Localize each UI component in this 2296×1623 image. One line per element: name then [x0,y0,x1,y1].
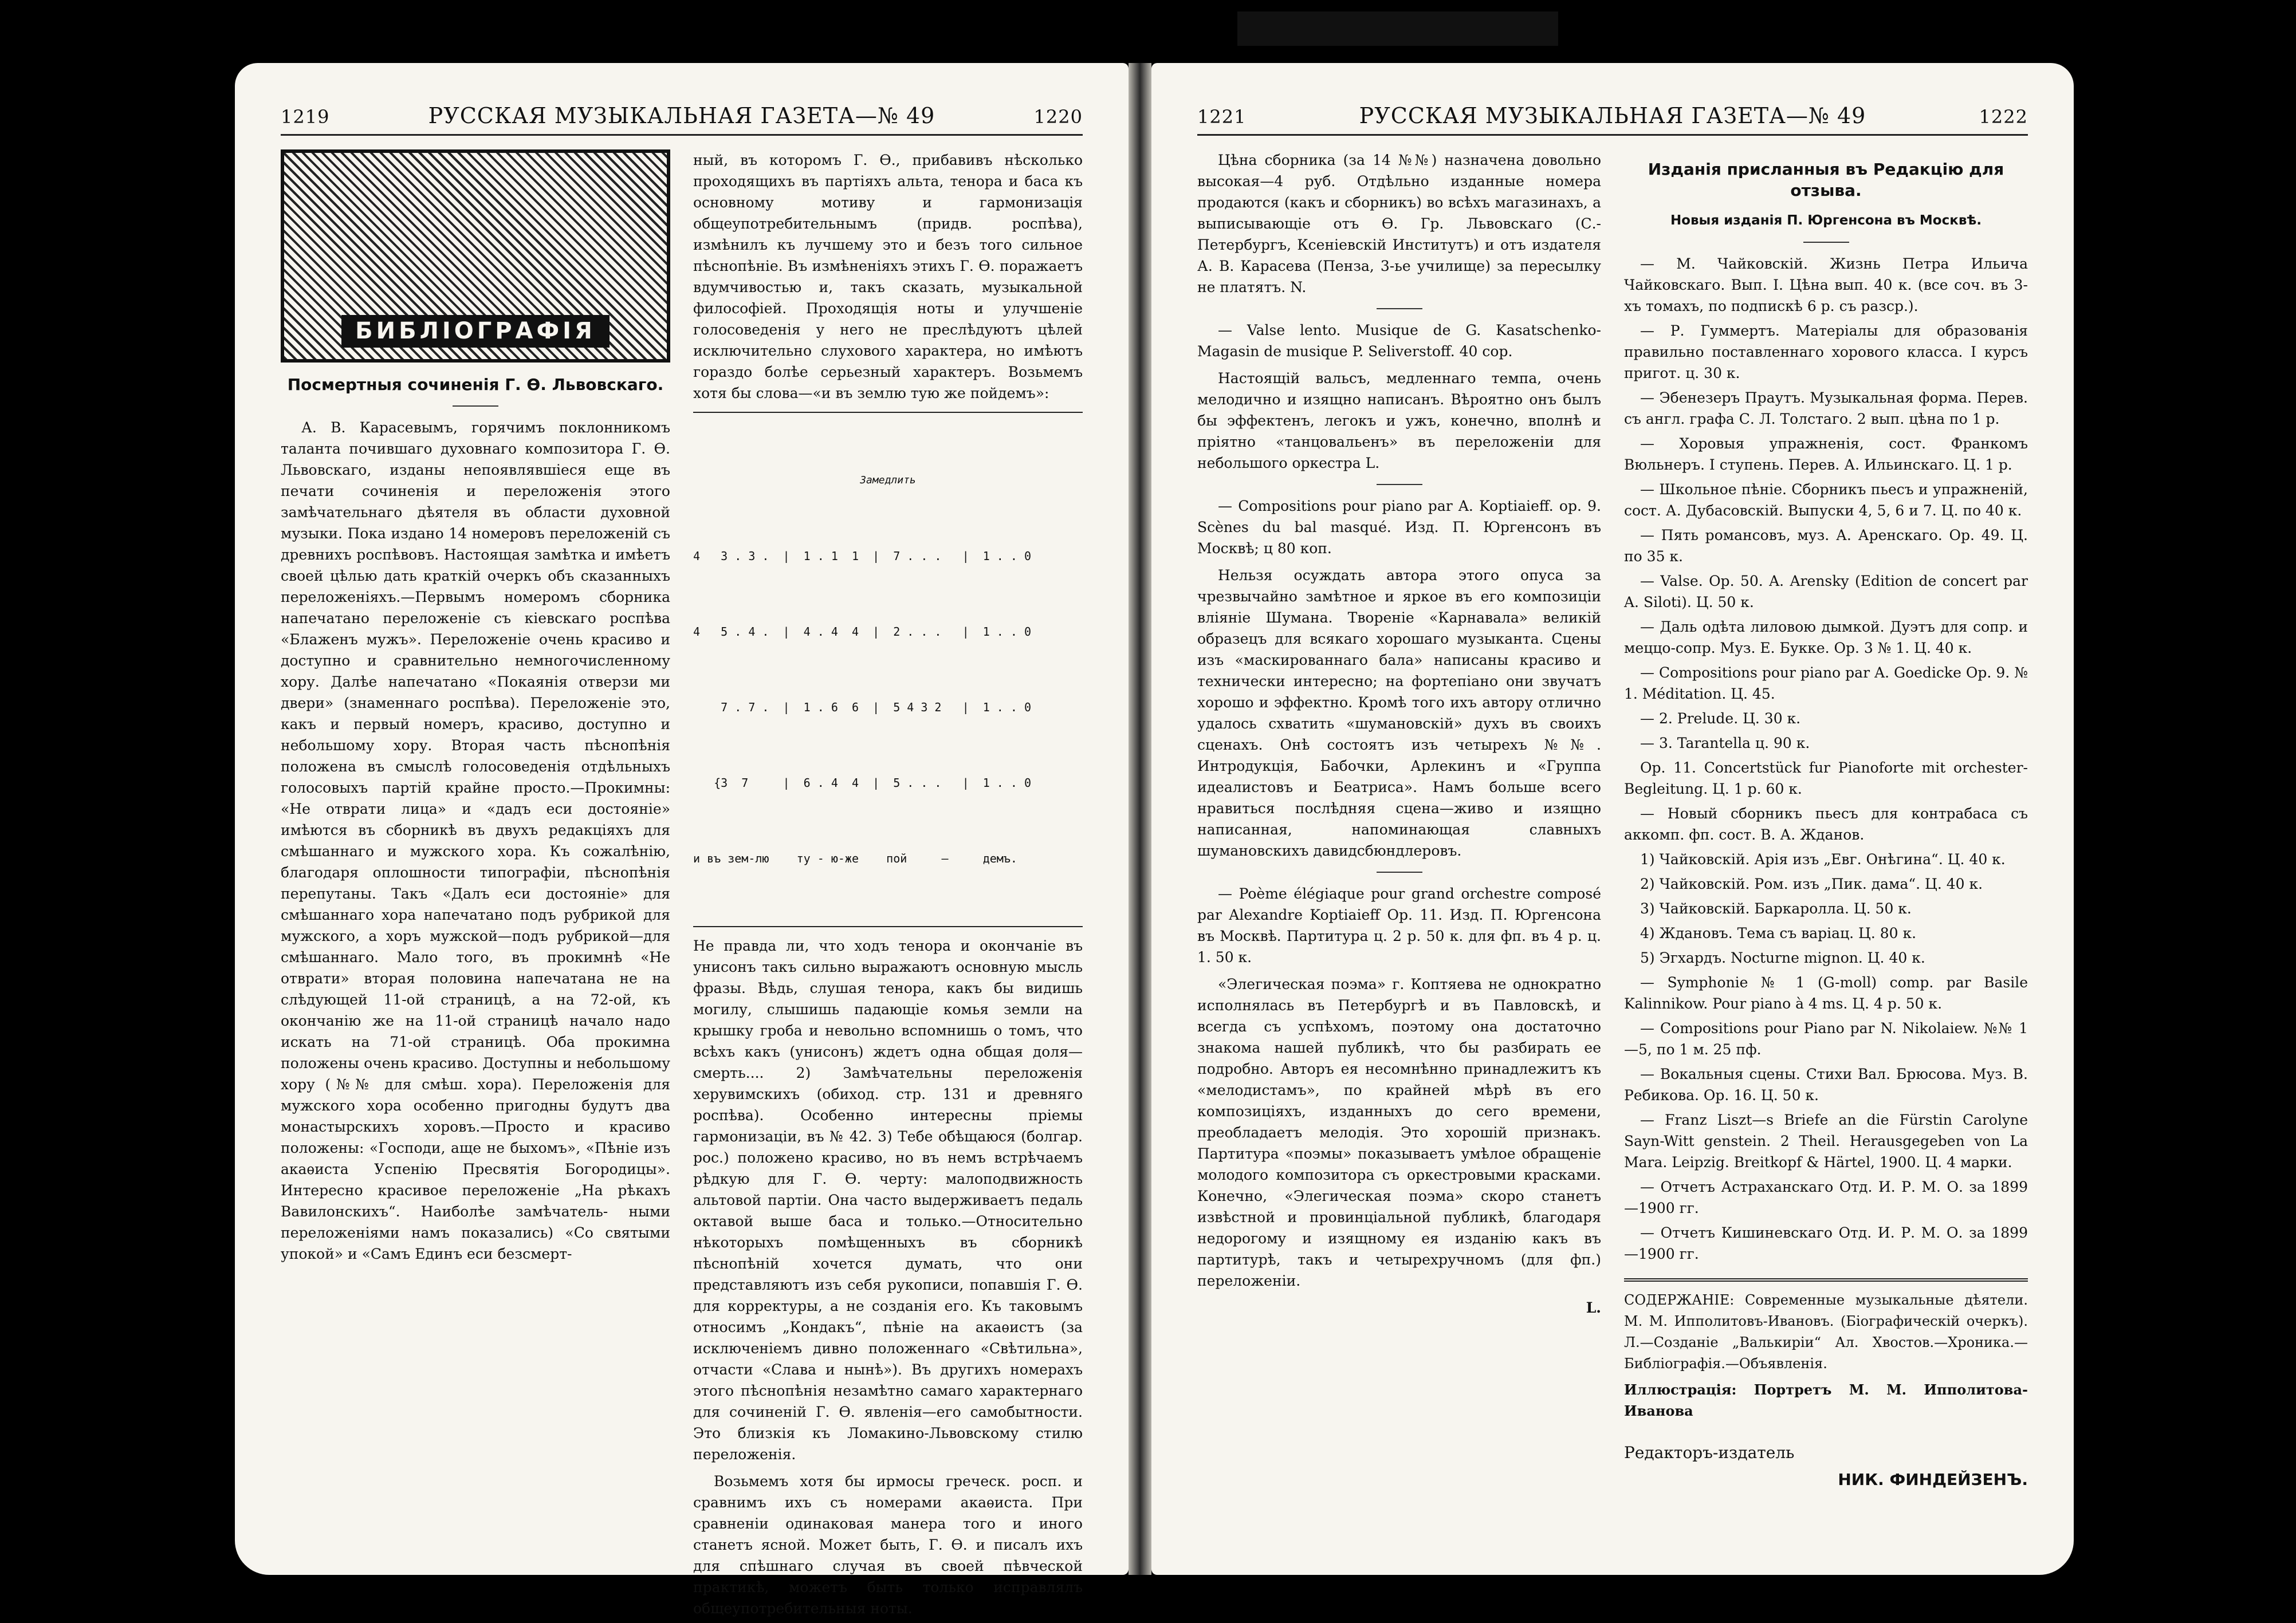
paragraph: Не правда ли, что ходъ тенора и окончаніе въ унисонъ такъ сильно выражаютъ основную мысль фразы. Вѣдь, слушая тенора, какъ бы видишь могилу, слышишь падающіе комья земли на крышку гроба и невольно вспомнишь о томъ, что всѣхъ какъ (унисонъ) ждетъ одна общая доля—смерть.... 2) Замѣчательны переложенія херувимскихъ (обиход. стр. 131 и древняго роспѣва). Особенно интересны пріемы гармонизаціи, въ № 42. 3) Тебе обѣщаюся (болгар. рос.) положено красиво, но въ немъ встрѣчаемъ рѣдкую для Г. Ѳ. черту: малоподвижность альтовой партіи. Она часто выдерживаетъ педаль октавой выше баса и только.—Относительно нѣкоторыхъ помѣщенныхъ въ сборникѣ пѣснопѣній хочется думать, что они представляютъ изъ себя рукописи, попавшія Г. Ѳ. для корректуры, а не созданія его. Къ таковымъ относимъ „Кондакъ“, пѣніе на акаѳистъ (за исключеніемъ дивно положеннаго «Свѣтильна», отчасти «Слава и нынѣ»). Въ другихъ номерахъ этого пѣснопѣнія незамѣтно самаго характернаго для сочиненій Г. Ѳ. явленія—его самобытности. Это близкія къ Ломакино-Львовскому стилю переложенія. [693,937,1083,1463]
publication-entry: — 2. Prelude. Ц. 30 к. [1640,710,1801,727]
divider [1803,242,1849,243]
divider [1377,484,1422,485]
newspaper-title: РУССКАЯ МУЗЫКАЛЬНАЯ ГАЗЕТА—№ 49 [428,103,935,128]
book-gutter [1129,63,1151,1575]
publication-entry: — Symphonie № 1 (G-moll) comp. par Basile Kalinnikow. Pour piano à 4 ms. Ц. 4 р. 50 к. [1624,974,2028,1012]
publication-entry: — 3. Tarantella ц. 90 к. [1640,735,1810,751]
section-heading: Изданія присланныя въ Редакцію для отзыва. [1648,160,2004,200]
divider [453,405,498,407]
left-page [235,63,1129,1617]
publication-entry: — Пять романсовъ, муз. А. Аренскаго. Op. 49. Ц. по 35 к. [1624,527,2028,565]
running-head-right [1197,103,2028,136]
publication-entry: — Хоровыя упражненія, сост. Франкомъ Вюльнеръ. I ступень. Перев. А. Ильинскаго. Ц. 1 р. [1624,435,2028,473]
paragraph: ный, въ которомъ Г. Ѳ., прибавивъ нѣсколько проходящихъ въ партіяхъ альта, тенора и баса къ основному мотиву и гармонизація общеупотребительнымъ (придв. роспѣва), измѣнилъ къ лучшему это и безъ того сильное пѣснопѣніе. Въ измѣненіяхъ этихъ Г. Ѳ. поражаетъ вдумчивостью и, такъ сказать, музыкальной философіей. Проходящія ноты и улучшеніе голосоведенія у него не преслѣдуютъ цѣлей исключительно слухового характера, но имѣютъ гораздо болѣе серьезный характеръ. Возьмемъ хотя бы слова—«и въ землю тую же пойдемъ»: [693,152,1083,401]
column-2 [1624,149,2028,1535]
bibliography-vignette [281,149,670,363]
paragraph: — Poème élégiaque pour grand orchestre composé par Alexandre Koptiaieff Op. 11. Изд. П. Юргенсона въ Москвѣ. Партитура ц. 2 р. 50 к. для фп. въ 4 р. ц. 1. 50 к. [1197,885,1601,966]
scanner-edge-mark [1237,11,1558,46]
paragraph: А. В. Карасевымъ, горячимъ поклонникомъ таланта почившаго духовнаго композитора Г. Ѳ. Львовскаго, изданы непоявлявшіеся еще въ печати сочиненія и переложенія этого замѣчательнаго дѣятеля въ области духовной музыки. Пока издано 14 номеровъ переложеній съ древнихъ роспѣвовъ. Настоящая замѣтка и имѣетъ своей цѣлью дать краткій очеркъ объ сказанныхъ переложеніяхъ.—Первымъ номеромъ сборника напечатано переложеніе съ кіевскаго роспѣва «Блаженъ мужъ». Переложеніе очень красиво и доступно и сравнительно немногочисленному хору. Далѣе напечатано «Покаянія отверзи ми двери» (знаменнаго роспѣва). Переложеніе это, какъ и первый номеръ, красиво, доступно и небольшому хору. Вторая часть пѣснопѣнія положена въ смыслѣ голосоведенія отдѣльныхъ голосовыхъ партій крайне просто.—Прокимны: «Не отврати лица» и «дадъ еси достояніе» имѣются въ сборникѣ въ двухъ редакціяхъ для смѣшаннаго и мужского хора. Къ сожалѣнію, благодаря оплошности типографіи, пѣснопѣнія перепутаны. Такъ «Далъ еси достояніе» для смѣшаннаго хора напечатано подъ рубрикой для мужского, а хоръ мужской—подъ рубрикой—для смѣшаннаго. Мало того, въ прокимнѣ «Не отврати» вторая половина напечатана не на слѣдующей 11-ой страницѣ, а на 72-ой, къ окончанію же на 11-ой страницѣ начало надо искать на 71-ой страницѣ. Оба прокимна положены очень красиво. Доступны и небольшому хору (№№ для смѣш. хора). Переложенія для мужского хора особенно пригодны будутъ два монастырскихъ хоровъ.—Просто и красиво положены: «Господи, аще не быхомъ», «Пѣніе изъ акаѳиста Успенію Пресвятія Богородицы». Интересно красивое переложеніе „На рѣкахъ Вавилонскихъ“. Наиболѣе замѣчатель- ными переложеніями намъ показались) «Со святыми упокой» и «Самъ Единъ еси безсмерт- [281,419,670,1262]
publication-entry: — Franz Liszt—s Briefe an die Fürstin Carolyne Sayn-Witt genstein. 2 Theil. Herausgegeben von La Mara. Leipzig. Breitkopf & Härtel, 1900. Ц. 4 марки. [1624,1112,2028,1171]
column-2 [693,149,1083,1617]
publication-entry: — Compositions pour Piano par N. Nikolaiew. №№ 1—5, по 1 м. 25 пф. [1624,1020,2028,1058]
paragraph: «Элегическая поэма» г. Коптяева не однократно исполнялась въ Петербургѣ и въ Павловскѣ, и всегда съ успѣхомъ, поэтому она достаточно знакома нашей публикѣ, что бы разбирать ее подробно. Авторъ ея несомнѣнно принадлежитъ къ «мелодистамъ», по крайней мѣрѣ въ его композиціяхъ, изданныхъ до сего времени, преобладаетъ мелодія. Это хорошій признакъ. Партитура «поэмы» показываетъ умѣлое обращеніе молодого композитора съ оркестровыми красками. Конечно, «Элегическая поэма» скоро станетъ извѣстной и провинціальной публикѣ, благодаря недорогому и изящному ея изданію какъ въ партитурѣ, такъ и четырехручномъ (для фп.) переложеніи. [1197,976,1601,1289]
column-1 [1197,149,1601,1535]
newspaper-title: РУССКАЯ МУЗЫКАЛЬНАЯ ГАЗЕТА—№ 49 [1359,103,1866,128]
paragraph: Возьмемъ хотя бы ирмосы греческ. росп. и сравнимъ ихъ съ номерами акаѳиста. При сравненіи одинаковая манера того и иного станетъ ясной. Может быть, Г. Ѳ. и писалъ ихъ для спѣшнаго случая въ своей пѣвческой практикѣ, можетъ быть только исправлялъ общеупотребительныя ноты. [693,1473,1083,1617]
publication-entry: 1) Чайковскій. Арія изъ „Евг. Онѣгина“. Ц. 40 к. [1640,851,2006,868]
table-of-contents [1624,1278,2028,1421]
page-number: 1221 [1197,106,1247,128]
publication-entry: — Школьное пѣніе. Сборникъ пьесъ и упражненій, сост. А. Дубасовскій. Выпуски 4, 5, 6 и 7. Ц. по 40 к. [1624,481,2028,519]
publication-entry: 4) Ждановъ. Тема съ варіац. Ц. 80 к. [1640,925,1917,942]
publication-entry: 2) Чайковскій. Ром. изъ „Пик. дама“. Ц. 40 к. [1640,876,1983,892]
paragraph: Цѣна сборника (за 14 №№) назначена довольно высокая—4 руб. Отдѣльно изданные номера продаются (какъ и сборникъ) во всѣхъ магазинахъ, а выписывающіе отъ Ѳ. Гр. Львовскаго (С.-Петербургъ, Ксеніевскій Институтъ) и отъ издателя А. В. Карасева (Пенза, 3-ье училище) за пересылку не платятъ. N. [1197,152,1601,296]
paragraph: — Compositions pour piano par A. Koptiaieff. op. 9. Scènes du bal masqué. Изд. П. Юргенсонъ въ Москвѣ; ц 80 коп. [1197,498,1601,557]
divider [1377,308,1422,309]
publication-entry: — Вокальныя сцены. Стихи Вал. Брюсова. Муз. В. Ребикова. Op. 16. Ц. 50 к. [1624,1066,2028,1104]
column-1 [281,149,670,1535]
publication-entry: — Р. Гуммертъ. Матеріалы для образованія правильно поставленнаго хорового класса. I курсъ пригот. ц. 30 к. [1624,322,2028,381]
article-title: Посмертныя сочиненія Г. Ѳ. Львовскаго. [287,375,664,394]
music-row: 4 5 . 4 . | 4 . 4 4 | 2 . . . | 1 . . 0 [693,625,1032,639]
publication-entry: — Отчетъ Кишиневскаго Отд. И. Р. М. О. за 1899—1900 гг. [1624,1224,2028,1262]
publication-entry: 5) Эгхардъ. Nocturne mignon. Ц. 40 к. [1640,950,1925,966]
paragraph: — Valse lento. Musique de G. Kasatschenko-Magasin de musique P. Seliverstoff. 40 cop. [1197,322,1601,360]
publication-entry: — Valse. Op. 50. A. Arensky (Edition de concert par A. Siloti). Ц. 50 к. [1624,573,2028,610]
music-row: 7 . 7 . | 1 . 6 6 | 5 4 3 2 | 1 . . 0 [693,700,1032,714]
publication-list [1624,253,2028,1264]
publication-entry: — Новый сборникъ пьесъ для контрабаса съ аккомп. фп. сост. В. А. Жданов. [1624,805,2028,843]
music-example [693,412,1083,927]
page-number: 1219 [281,106,330,128]
illustration-note: Иллюстрація: Портретъ М. М. Ипполитова-Иванова [1624,1381,2028,1419]
contents-text: СОДЕРЖАНІЕ: Современные музыкальные дѣятели. М. М. Ипполитовъ-Ивановъ. (Біографическій очеркъ). Л.—Созданіе „Валькиріи“ Ал. Хвостов.—Хроника.—Библіографія.—Объявленія. [1624,1292,2028,1372]
right-page [1151,63,2074,1575]
page-number: 1222 [1979,106,2028,128]
running-head-left [281,103,1083,136]
music-row: 4 3 . 3 . | 1 . 1 1 | 7 . . . | 1 . . 0 [693,549,1032,563]
publication-entry: 3) Чайковскій. Баркаролла. Ц. 50 к. [1640,900,1912,917]
editor-label: Редакторъ-издатель [1624,1443,1795,1462]
divider [1377,872,1422,873]
signoff: L. [1586,1299,1601,1316]
music-row: {3 7 | 6 . 4 4 | 5 . . . | 1 . . 0 [693,776,1032,790]
publication-entry: — Даль одѣта лиловою дымкой. Дуэтъ для сопр. и меццо-сопр. Муз. Е. Букке. Op. 3 № 1. Ц. 40 к. [1624,619,2028,656]
publication-entry: — Compositions pour piano par A. Goedicke Op. 9. № 1. Méditation. Ц. 45. [1624,664,2028,702]
publication-entry: — Эбенезеръ Праутъ. Музыкальная форма. Перев. съ англ. графа С. Л. Толстаго. 2 вып. цѣна по 1 р. [1624,389,2028,427]
music-lyrics: и въ зем-лю ту - ю-же пой — демъ. [693,852,1017,865]
publication-entry: — Отчетъ Астраханскаго Отд. И. Р. М. О. за 1899—1900 гг. [1624,1179,2028,1216]
editor-name: НИК. ФИНДЕЙЗЕНЪ. [1838,1470,2028,1489]
page-number: 1220 [1033,106,1083,128]
section-subheading: Новыя изданія П. Юргенсона въ Москвѣ. [1670,213,1982,228]
editor-block [1624,1442,2028,1490]
vignette-label: БИБЛІОГРАФІЯ [341,315,610,348]
paragraph: Нельзя осуждать автора этого опуса за чрезвычайно замѣтное и яркое въ его композиціи вліяніе Шумана. Твореніе «Карнавала» великій образецъ для всякаго хорошаго музыканта. Сцены изъ «маскированнаго бала» написаны красиво и технически интересно; на фортепіано они звучатъ хорошо и эффектно. Кромѣ того ихъ автору отлично удалось схватить «шумановскій» духъ въ своихъ сценахъ. Онѣ состоятъ изъ четырехъ №№. Интродукція, Бабочки, Арлекинъ и «Группа идеалистовъ и Беатриса». Намъ больше всего нравиться послѣдняя сцена—живо и изящно написанная, напоминающая славныхъ шумановскихъ давидсбюндлеровъ. [1197,567,1601,859]
publication-entry: Op. 11. Concertstück fur Pianoforte mit orchester-Begleitung. Ц. 1 р. 60 к. [1624,759,2028,797]
tempo-marking: Замедлить [860,474,916,486]
paragraph: Настоящій вальсъ, медленнаго темпа, очень мелодично и изящно написанъ. Вѣроятно онъ былъ бы эффектенъ, легокъ и ужъ, конечно, вполнѣ и пріятно «танцовальенъ» въ переложеніи для небольшого оркестра L. [1197,370,1601,471]
publication-entry: — М. Чайковскій. Жизнь Петра Ильича Чайковскаго. Вып. I. Цѣна вып. 40 к. (все соч. въ 3-хъ томахъ, по подпискѣ 6 р. съ разср.). [1624,255,2028,314]
